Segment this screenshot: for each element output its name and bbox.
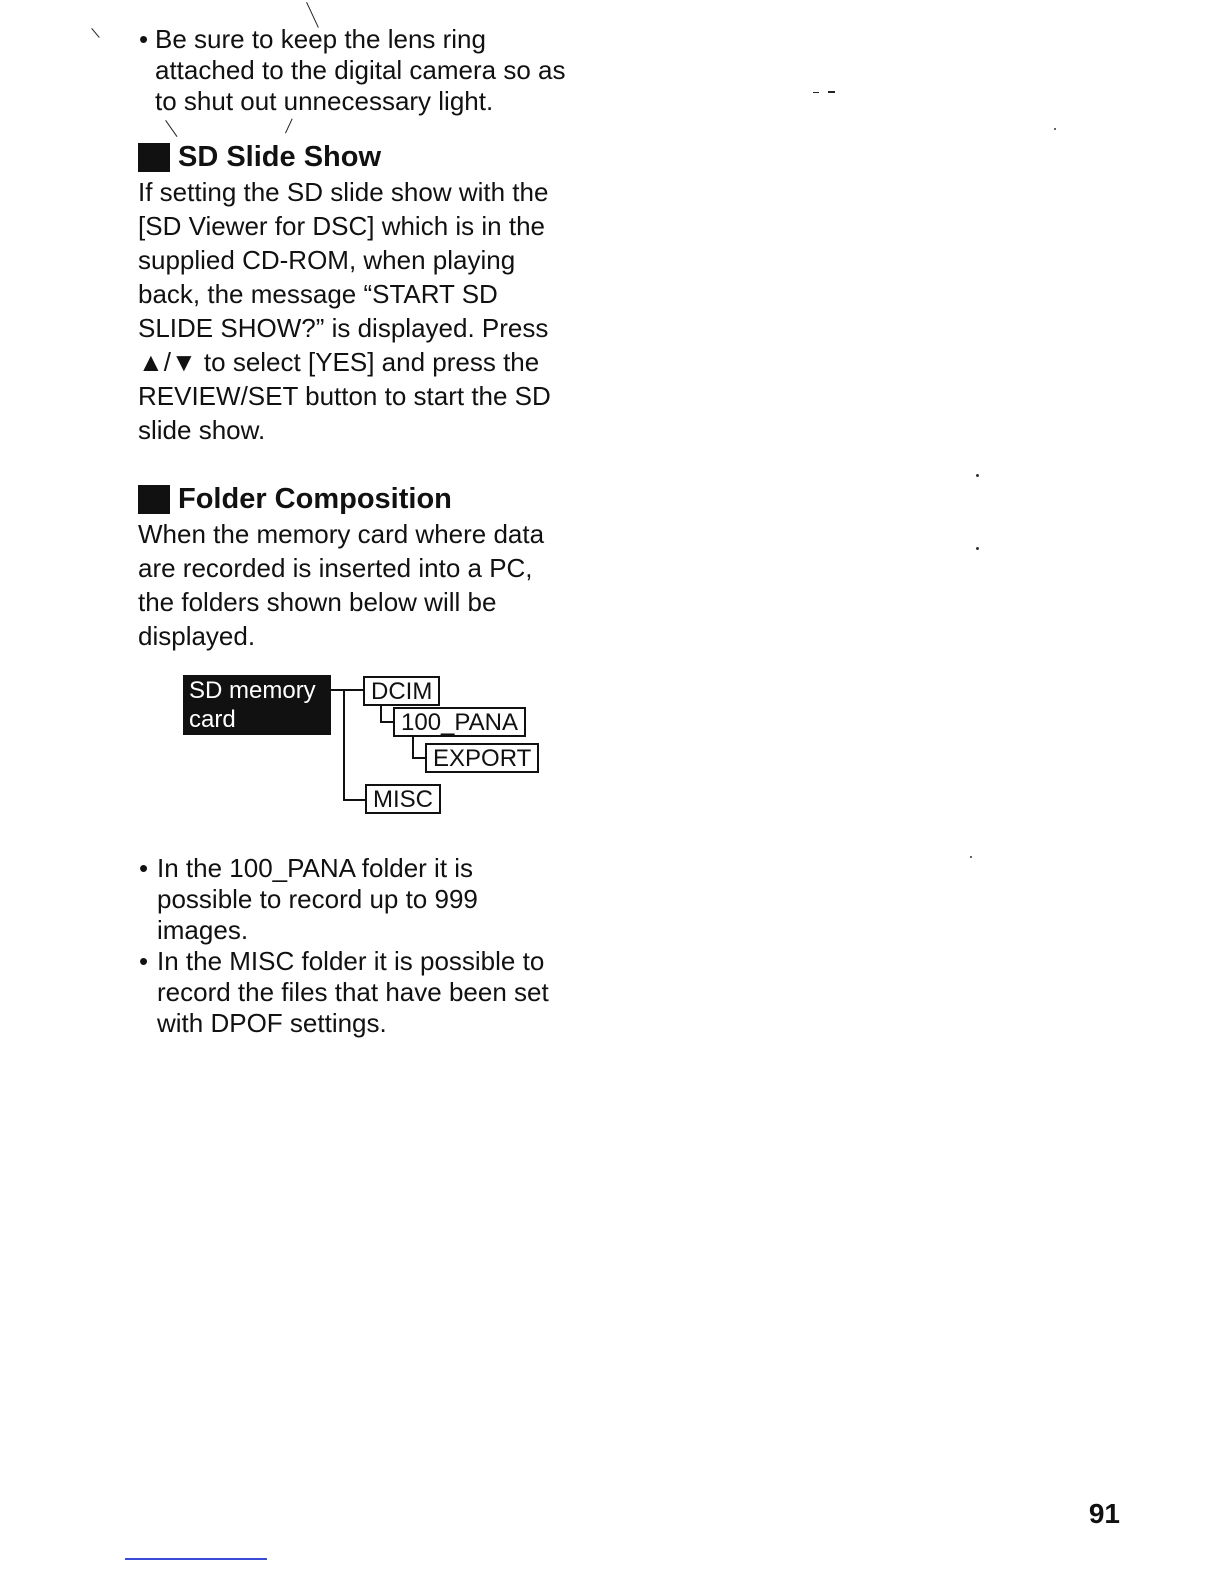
note-line: to shut out unnecessary light. bbox=[155, 86, 494, 116]
para-line: back, the message “START SD bbox=[138, 279, 498, 309]
scan-dot bbox=[970, 856, 972, 858]
heading-text: SD Slide Show bbox=[178, 141, 382, 173]
note-line: with DPOF settings. bbox=[157, 1008, 387, 1038]
para-line: supplied CD-ROM, when playing bbox=[138, 245, 516, 275]
folder-composition-heading bbox=[138, 481, 598, 517]
para-line: are recorded is inserted into a PC, bbox=[138, 553, 533, 583]
para-line: slide show. bbox=[138, 415, 266, 445]
tree-connector bbox=[343, 689, 345, 801]
tree-connector bbox=[412, 736, 414, 758]
text-column bbox=[138, 24, 598, 1039]
note-line: • In the 100_PANA folder it is bbox=[157, 853, 474, 883]
misc-folder-note bbox=[138, 946, 598, 1039]
scan-mark bbox=[91, 28, 99, 38]
folder-dcim: DCIM bbox=[363, 676, 440, 706]
para-line: REVIEW/SET button to start the SD bbox=[138, 381, 551, 411]
note-line: attached to the digital camera so as bbox=[155, 55, 566, 85]
lens-ring-note bbox=[138, 24, 598, 117]
heading-square-icon bbox=[138, 485, 170, 514]
scan-dot bbox=[976, 547, 979, 550]
tree-connector bbox=[412, 757, 426, 759]
para-line: the folders shown below will be bbox=[138, 587, 497, 617]
root-label-line: SD memory bbox=[189, 677, 316, 704]
footer-rule bbox=[125, 1558, 267, 1560]
scan-dot bbox=[1054, 128, 1056, 130]
para-line: displayed. bbox=[138, 621, 256, 651]
page-number: 91 bbox=[1088, 1498, 1120, 1529]
para-line: ▲/▼ to select [YES] and press the bbox=[138, 347, 540, 377]
scan-mark bbox=[828, 91, 835, 93]
root-label-line: card bbox=[189, 706, 236, 733]
folder-composition-paragraph bbox=[138, 517, 598, 653]
note-line: • Be sure to keep the lens ring bbox=[155, 24, 486, 54]
scan-dot bbox=[976, 474, 979, 477]
note-line: • In the MISC folder it is possible to bbox=[157, 946, 545, 976]
folder-export: EXPORT bbox=[425, 743, 539, 773]
para-line: When the memory card where data bbox=[138, 519, 545, 549]
note-line: images. bbox=[157, 915, 249, 945]
tree-connector bbox=[380, 721, 394, 723]
folder-100-pana: 100_PANA bbox=[393, 707, 526, 737]
para-line: [SD Viewer for DSC] which is in the bbox=[138, 211, 545, 241]
scan-mark bbox=[813, 92, 819, 93]
folder-tree-diagram bbox=[138, 673, 598, 833]
para-line: SLIDE SHOW?” is displayed. Press bbox=[138, 313, 549, 343]
note-line: record the files that have been set bbox=[157, 977, 549, 1007]
folder-misc: MISC bbox=[365, 784, 441, 814]
sd-memory-card-box bbox=[183, 675, 331, 735]
para-line: If setting the SD slide show with the bbox=[138, 177, 549, 207]
heading-text: Folder Composition bbox=[178, 483, 452, 515]
sd-slide-show-paragraph bbox=[138, 175, 598, 447]
note-line: possible to record up to 999 bbox=[157, 884, 478, 914]
heading-square-icon bbox=[138, 143, 170, 172]
tree-connector bbox=[343, 799, 365, 801]
tree-connector bbox=[331, 689, 363, 691]
tree-connector bbox=[380, 706, 382, 722]
pana-folder-note bbox=[138, 853, 598, 946]
sd-slide-show-heading bbox=[138, 139, 598, 175]
